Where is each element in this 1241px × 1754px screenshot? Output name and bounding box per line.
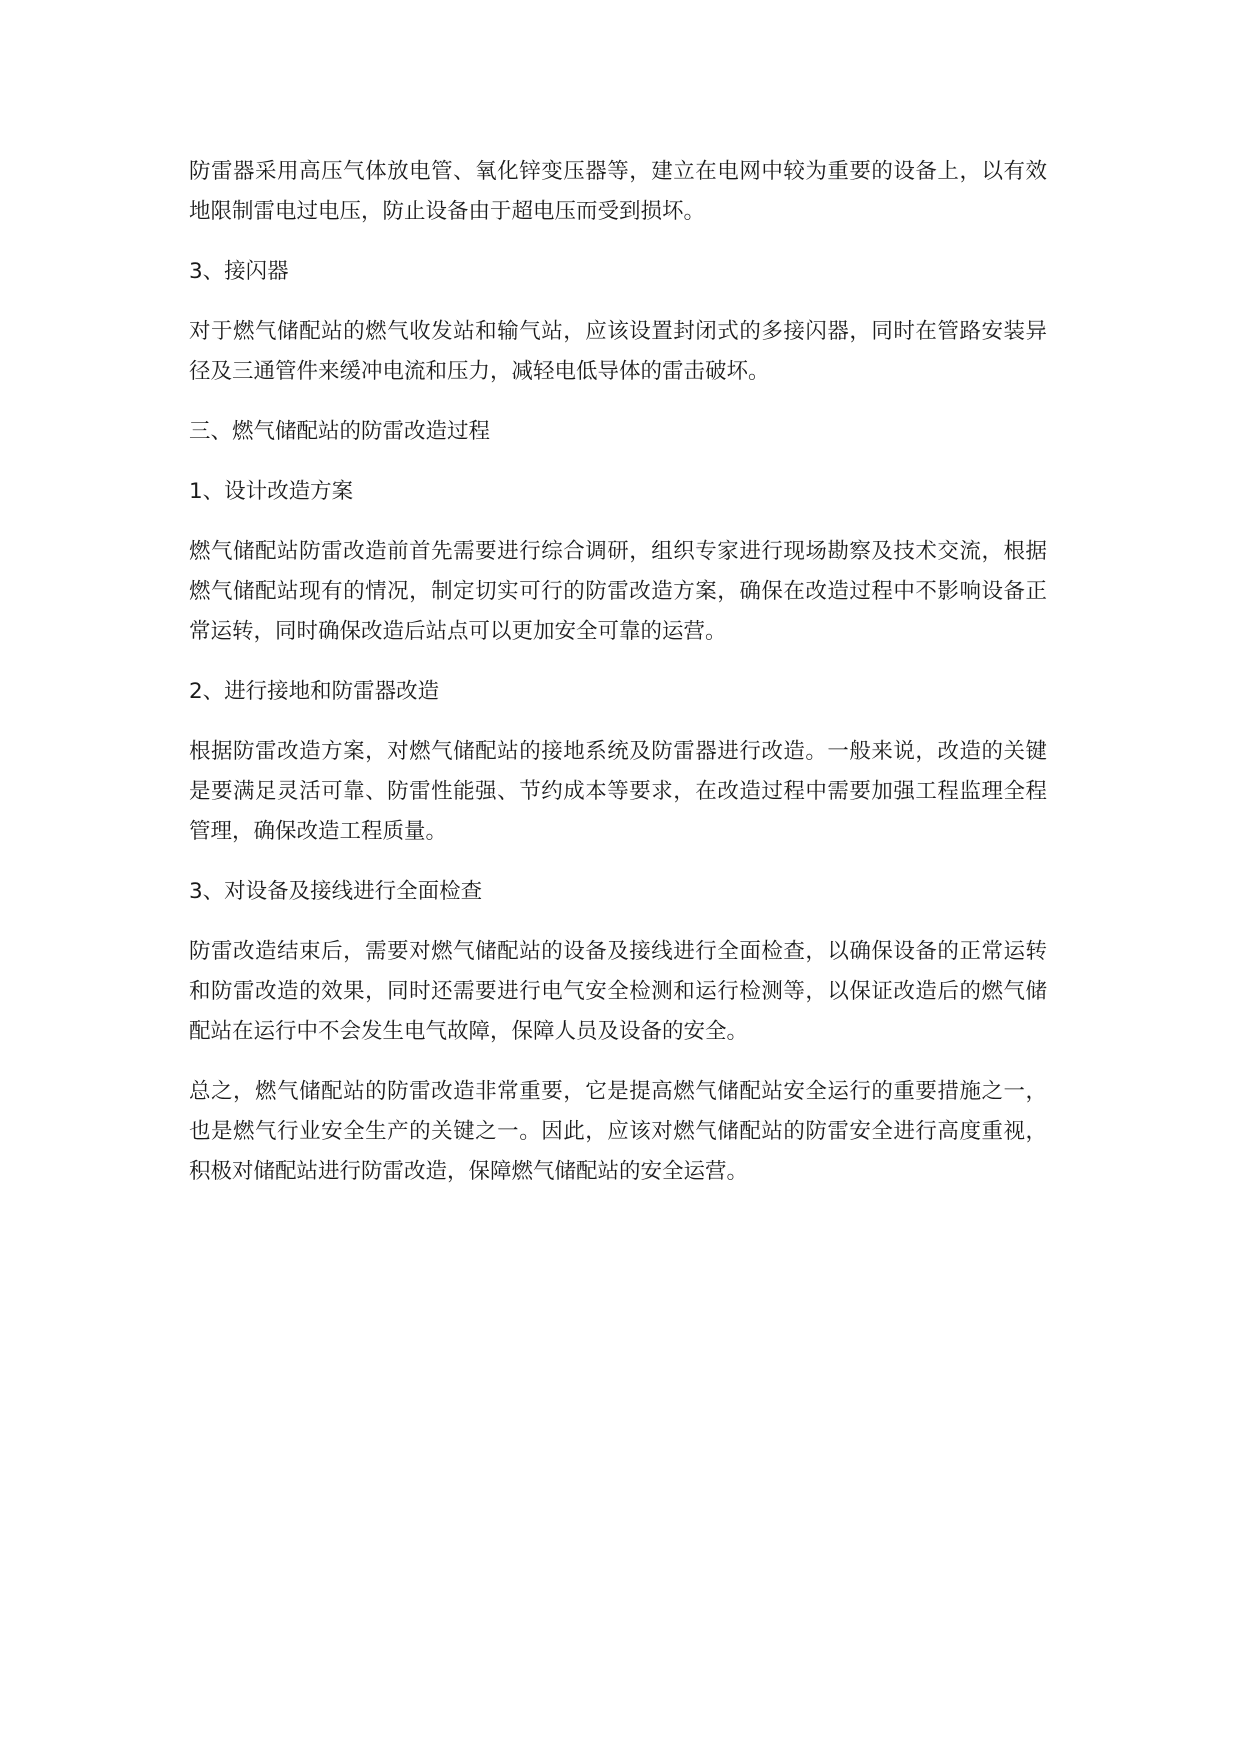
paragraph-full-inspection: 防雷改造结束后，需要对燃气储配站的设备及接线进行全面检查，以确保设备的正常运转和防雷改造的效果，同时还需要进行电气安全检测和运行检测等，以保证改造后的燃气储配站在运行中不会发生电气故障，保障人员及设备的安全。	[189, 939, 1047, 1044]
paragraph-design-plan: 燃气储配站防雷改造前首先需要进行综合调研，组织专家进行现场勘察及技术交流，根据燃气储配站现有的情况，制定切实可行的防雷改造方案，确保在改造过程中不影响设备正常运转，同时确保改造后站点可以更加安全可靠的运营。	[189, 539, 1047, 644]
heading-air-terminal: 3、接闪器	[189, 259, 289, 284]
heading-full-inspection: 3、对设备及接线进行全面检查	[189, 879, 483, 904]
paragraph-air-terminal: 对于燃气储配站的燃气收发站和输气站，应该设置封闭式的多接闪器，同时在管路安装异径及三通管件来缓冲电流和压力，减轻电低导体的雷击破坏。	[189, 319, 1047, 384]
paragraph-conclusion: 总之，燃气储配站的防雷改造非常重要，它是提高燃气储配站安全运行的重要措施之一，也是燃气行业安全生产的关键之一。因此，应该对燃气储配站的防雷安全进行高度重视，积极对储配站进行防雷改造，保障燃气储配站的安全运营。	[189, 1079, 1047, 1184]
paragraph-grounding-retrofit: 根据防雷改造方案，对燃气储配站的接地系统及防雷器进行改造。一般来说，改造的关键是要满足灵活可靠、防雷性能强、节约成本等要求，在改造过程中需要加强工程监理全程管理，确保改造工程质量。	[189, 739, 1047, 844]
document-body	[189, 152, 1047, 1212]
heading-design-plan: 1、设计改造方案	[189, 479, 354, 504]
section-title-retrofit-process: 三、燃气储配站的防雷改造过程	[189, 419, 491, 444]
heading-grounding-retrofit: 2、进行接地和防雷器改造	[189, 679, 440, 704]
paragraph-surge-arrester: 防雷器采用高压气体放电管、氧化锌变压器等，建立在电网中较为重要的设备上，以有效地限制雷电过电压，防止设备由于超电压而受到损坏。	[189, 159, 1047, 224]
